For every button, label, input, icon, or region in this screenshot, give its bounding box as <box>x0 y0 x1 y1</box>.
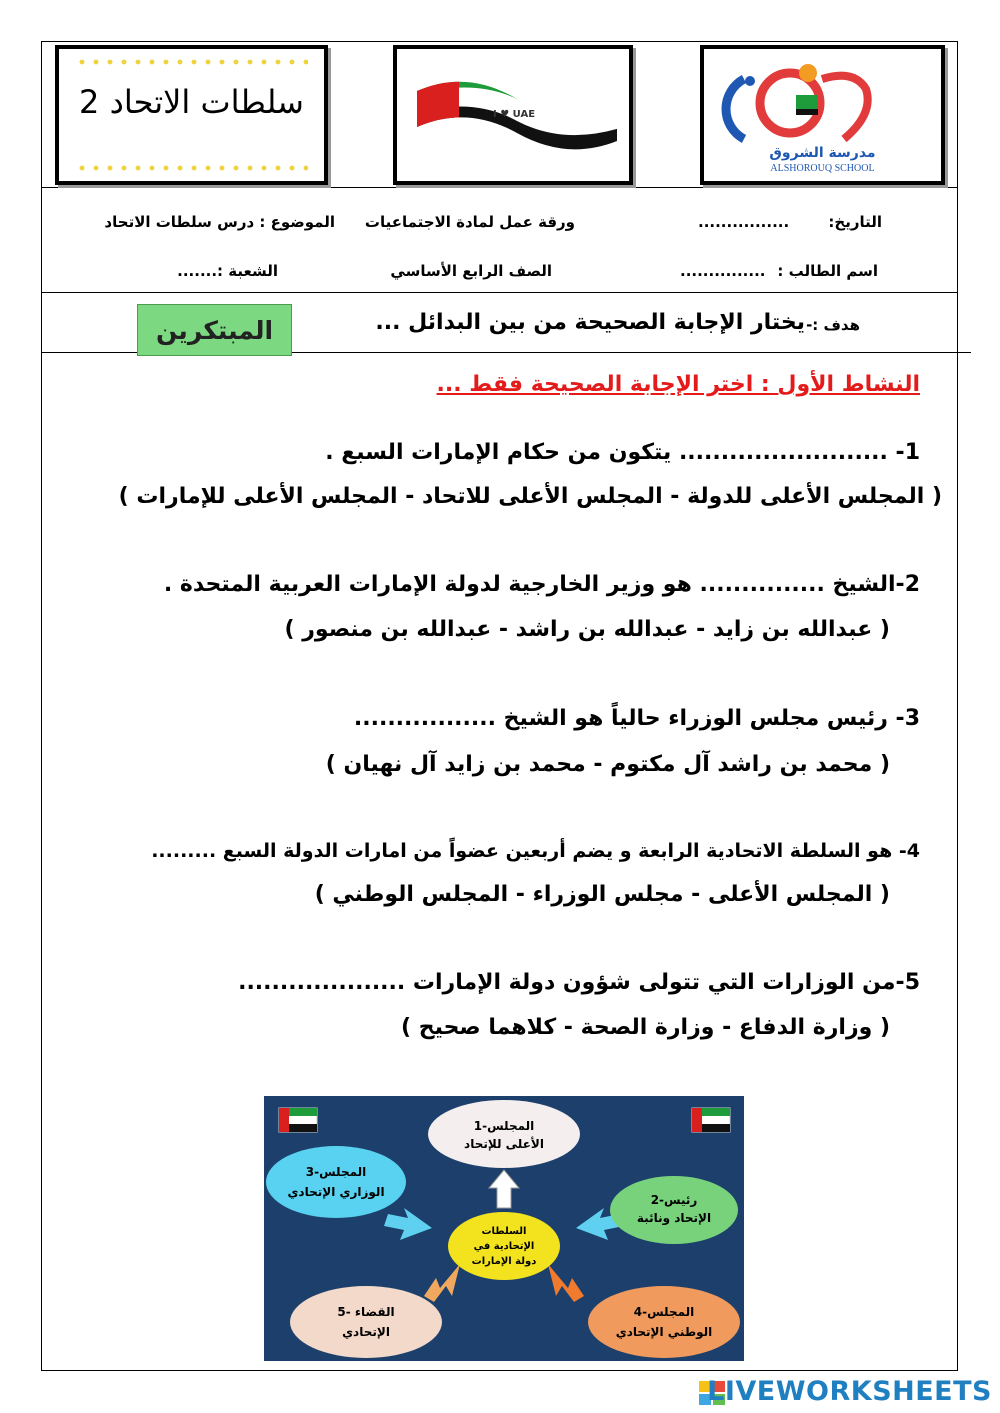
worksheet-title: ورقة عمل لمادة الاجتماعيات <box>364 213 575 231</box>
school-name-english: ALSHOROUQ SCHOOL <box>770 163 875 174</box>
question-5: 5-من الوزارات التي تتولى شؤون دولة الإمارات .................... <box>238 970 920 995</box>
center-line-1: السلطات <box>481 1226 527 1237</box>
node-1-line-1: 1-المجلس <box>473 1119 535 1133</box>
student-name-value: ............... <box>680 262 766 280</box>
question-3: 3- رئيس مجلس الوزراء حالياً هو الشيخ ................. <box>353 706 920 731</box>
center-line-3: دولة الإمارات <box>471 1256 537 1267</box>
node-1 <box>428 1100 580 1168</box>
activity-title: النشاط الأول : اختر الإجابة الصحيحة فقط ... <box>436 372 920 397</box>
options-5: ( وزارة الدفاع - وزارة الصحة - كلاهما صحيح ) <box>401 1015 890 1040</box>
flag-text: I ♥ UAE <box>493 109 536 120</box>
title-dots-top <box>75 59 308 65</box>
options-2: ( عبدالله بن زايد - عبدالله بن راشد - عبدالله بن منصور ) <box>284 617 890 642</box>
header-divider <box>41 187 958 188</box>
node-5-line-1: 5- القضاء <box>337 1305 395 1319</box>
options-4: ( المجلس الأعلى - مجلس الوزراء - المجلس الوطني ) <box>314 882 890 907</box>
diagram-flag-left-icon <box>279 1108 317 1132</box>
date-value: ................ <box>698 213 790 231</box>
question-2: 2-الشيخ ............... هو وزير الخارجية لدولة الإمارات العربية المتحدة . <box>163 572 920 597</box>
student-name-label: اسم الطالب : <box>777 262 878 280</box>
title-label: سلطات الاتحاد 2 <box>79 83 304 121</box>
title-dots-bottom <box>75 165 308 171</box>
node-3 <box>266 1146 406 1218</box>
flag-box <box>393 45 633 185</box>
uae-flag-image <box>397 49 629 181</box>
node-4 <box>588 1286 740 1358</box>
node-3-line-2: الوزاري الإتحادي <box>287 1185 385 1199</box>
node-2-line-2: الإتحاد ونائبة <box>636 1211 712 1225</box>
node-4-line-2: الوطني الإتحادي <box>615 1325 713 1339</box>
school-logo-box <box>700 45 945 185</box>
node-5 <box>290 1286 442 1358</box>
goal-text: يختار الإجابة الصحيحة من بين البدائل ... <box>375 310 805 335</box>
options-1: ( المجلس الأعلى للدولة - المجلس الأعلى للاتحاد - المجلس الأعلى للإمارات ) <box>118 484 942 509</box>
question-1: 1- ......................... يتكون من حكام الإمارات السبع . <box>325 440 920 465</box>
node-2-line-1: 2-رئيس <box>650 1193 698 1207</box>
section: الشعبة :....... <box>177 262 278 280</box>
goal-label: هدف :- <box>806 316 860 334</box>
node-2 <box>610 1176 738 1244</box>
school-name-arabic: مدرسة الشروق <box>769 145 876 161</box>
date-label: التاريخ: <box>828 213 882 231</box>
center-line-2: الإتحادية في <box>473 1241 535 1252</box>
title-box <box>55 45 328 185</box>
grade: الصف الرابع الأساسي <box>390 262 552 280</box>
liveworksheets-watermark: LIVEWORKSHEETS <box>707 1376 992 1407</box>
info-divider <box>41 292 958 293</box>
diagram-flag-right-icon <box>692 1108 730 1132</box>
question-4: 4- هو السلطة الاتحادية الرابعة و يضم أربعين عضواً من امارات الدولة السبع ......... <box>151 840 920 862</box>
node-4-line-1: 4-المجلس <box>633 1305 695 1319</box>
node-3-line-1: 3-المجلس <box>305 1165 367 1179</box>
school-logo-icon <box>704 49 941 181</box>
subject: الموضوع : درس سلطات الاتحاد <box>104 213 335 231</box>
node-5-line-2: الإتحادي <box>342 1325 390 1339</box>
federal-authorities-diagram <box>264 1096 744 1361</box>
level-badge: المبتكرين <box>137 304 292 356</box>
node-1-line-2: الأعلى للإتحاد <box>464 1137 544 1151</box>
options-3: ( محمد بن راشد آل مكتوم - محمد بن زايد آل نهيان ) <box>325 752 890 777</box>
